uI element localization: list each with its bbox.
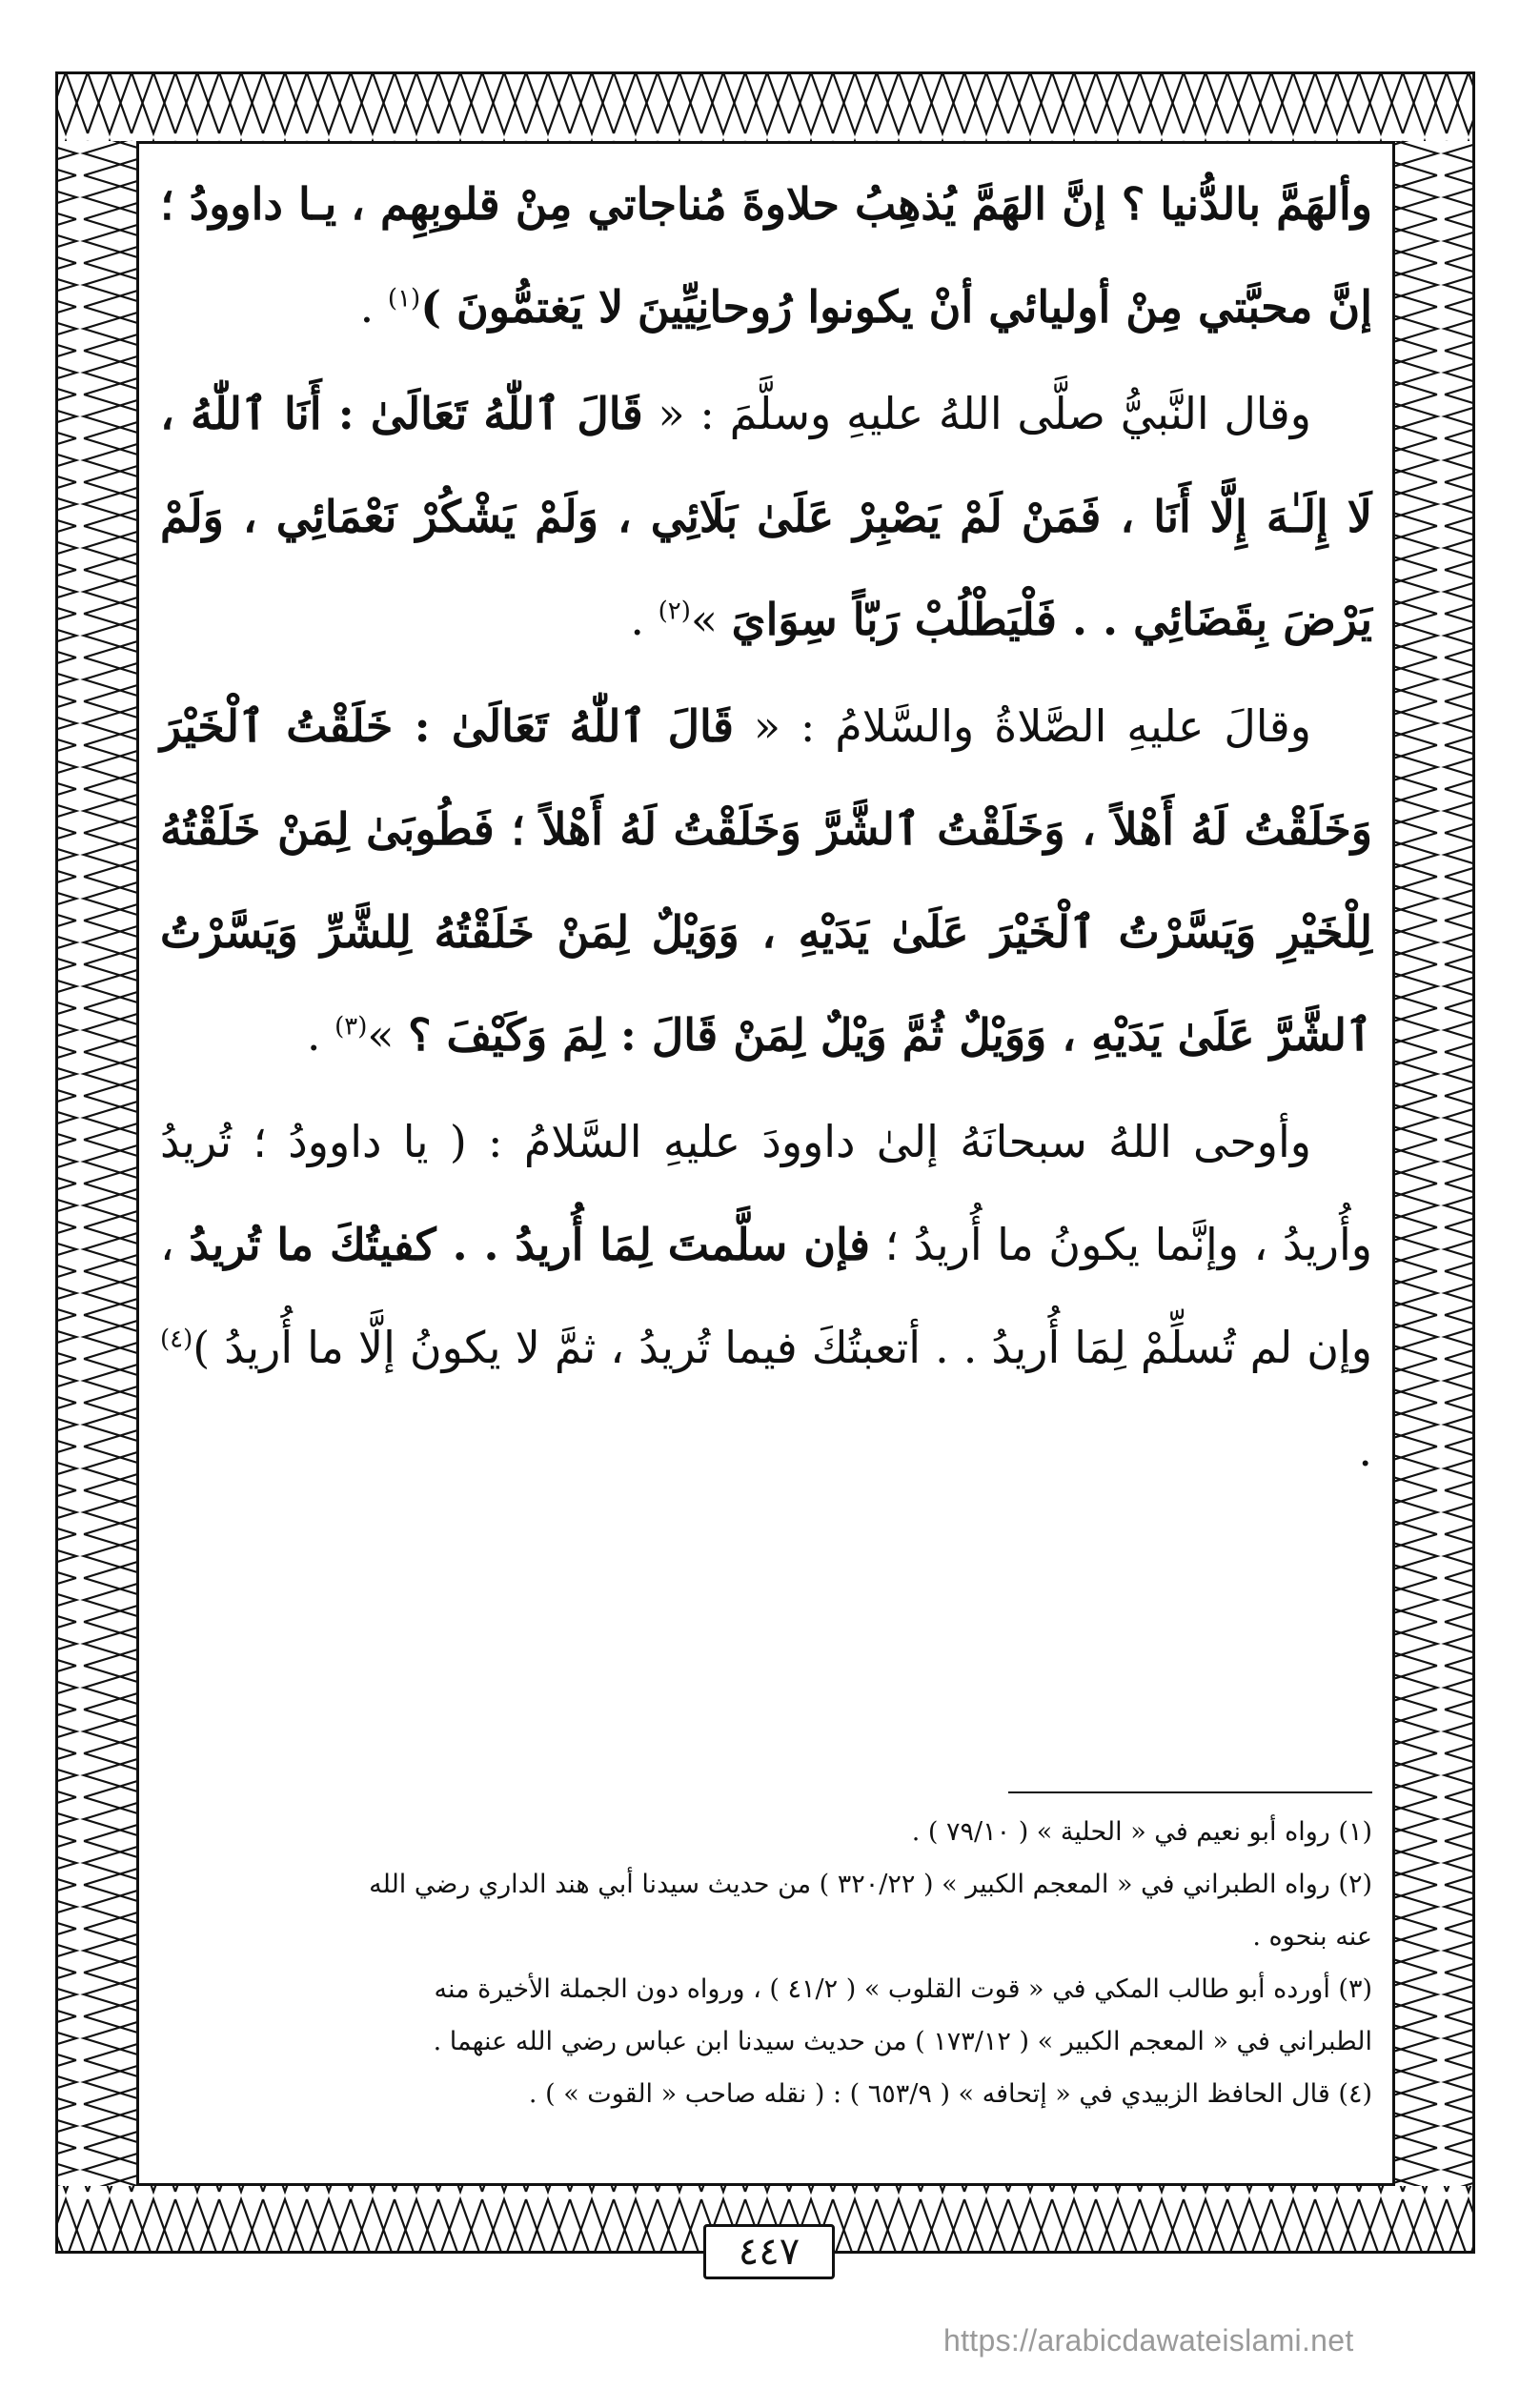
paragraph-4 [160,1090,1372,1502]
watermark-url: https://arabicdawateislami.net [943,2323,1354,2358]
footnote-ref-3: (٣) [334,1012,368,1042]
footnote-1: (١) رواه أبو نعيم في « الحلية » ( ٧٩/١٠ ) . [911,1817,1372,1847]
p3-lead: وقالَ عليهِ الصَّلاةُ والسَّلامُ : « [734,700,1311,752]
p4-part2: فإن سلَّمتَ لِمَا أُريدُ . . كفيتُكَ ما تُريدُ [189,1219,871,1270]
p2-lead: وقال النَّبيُّ صلَّى اللهُ عليهِ وسلَّمَ : « [642,388,1311,439]
p3-close: » [367,1009,409,1061]
footnote-separator [1008,1791,1372,1793]
footnotes [160,1806,1372,2120]
p1-end: . [359,281,388,333]
p3-quote: قَالَ ٱللّٰهُ تَعَالَىٰ : خَلَقْتُ ٱلْخَيْرَ وَخَلَقْتُ لَهُ أَهْلاً ، وَخَلَقْتُ ٱلشَّرَّ وَخَلَقْتُ لَهُ أَهْلاً ؛ فَطُوبَىٰ لِمَنْ خَلَقْتُهُ لِلْخَيْرِ وَيَسَّرْتُ ٱلْخَيْرَ عَلَىٰ يَدَيْهِ ، وَوَيْلٌ لِمَنْ خَلَقْتُهُ لِلشَّرِّ وَيَسَّرْتُ ٱلشَّرَّ عَلَىٰ يَدَيْهِ ، وَوَيْلٌ ثُمَّ وَيْلٌ لِمَنْ قَالَ : لِمَ وَكَيْفَ ؟ [160,700,1372,1061]
p1-line1: وألهَمَّ بالدُّنيا ؟ إنَّ الهَمَّ يُذهِبُ حلاوةَ مُناجاتي مِنْ قلوبِهِم ، [351,178,1372,230]
paragraph-1 [160,152,1372,358]
p4-part3: ، وإن لم تُسلِّمْ لِمَا أُريدُ . . أتعبتُكَ فيما تُريدُ ، ثمَّ لا يكونُ إلَّا ما أُريدُ ) [160,1219,1372,1373]
paragraph-2 [160,362,1372,671]
p2-close: » [690,594,732,645]
p2-quote: قَالَ ٱللّٰهُ تَعَالَىٰ : أَنَا ٱللّٰهُ ، لَا إِلَـٰهَ إِلَّا أَنَا ، فَمَنْ لَمْ يَصْبِرْ عَلَىٰ بَلَائِي ، وَلَمْ يَشْكُرْ نَعْمَائِي ، وَلَمْ يَرْضَ بِقَضَائِي . . فَلْيَطْلُبْ رَبّاً سِوَايَ [160,388,1372,645]
p1-line2: يـا داوودُ ؛ إنَّ محبَّتي مِنْ أوليائي أنْ يكونوا رُوحانِيِّينَ [160,178,1372,333]
p4-part1: وأوحى اللهُ سبحانَهُ إلىٰ داوودَ عليهِ السَّلامُ : ( يا داوودُ ؛ تُريدُ وأُريدُ ، وإنَّما يكونُ ما أُريدُ ؛ [160,1116,1373,1270]
main-text [160,152,1372,1502]
footnote-2-continued: عنه بنحوه . [1252,1922,1372,1952]
footnote-ref-1: (١) [387,284,421,314]
p1-line3: لا يَغتمُّونَ ) [420,281,624,333]
footnote-ref-2: (٢) [658,597,691,626]
footnote-4: (٤) قال الحافظ الزبيدي في « إتحافه » ( ٦٥٣/٩ ) : ( نقله صاحب « القوت » ) . [528,2079,1372,2109]
p2-end: . [630,594,659,645]
footnote-ref-4: (٤) [160,1325,193,1354]
p4-end: . [1358,1425,1372,1476]
footnote-3-continued: الطبراني في « المعجم الكبير » ( ١٧٣/١٢ ) من حديث سيدنا ابن عباس رضي الله عنهما . [433,2027,1372,2056]
page-number: ٤٤٧ [703,2224,835,2279]
paragraph-3 [160,675,1372,1086]
footnote-2: (٢) رواه الطبراني في « المعجم الكبير » ( ٣٢٠/٢٢ ) من حديث سيدنا أبي هند الداري رضي الله [369,1870,1372,1899]
p3-end: . [306,1009,335,1061]
footnote-3: (٣) أورده أبو طالب المكي في « قوت القلوب » ( ٤١/٢ ) ، ورواه دون الجملة الأخيرة منه [434,1974,1372,2004]
